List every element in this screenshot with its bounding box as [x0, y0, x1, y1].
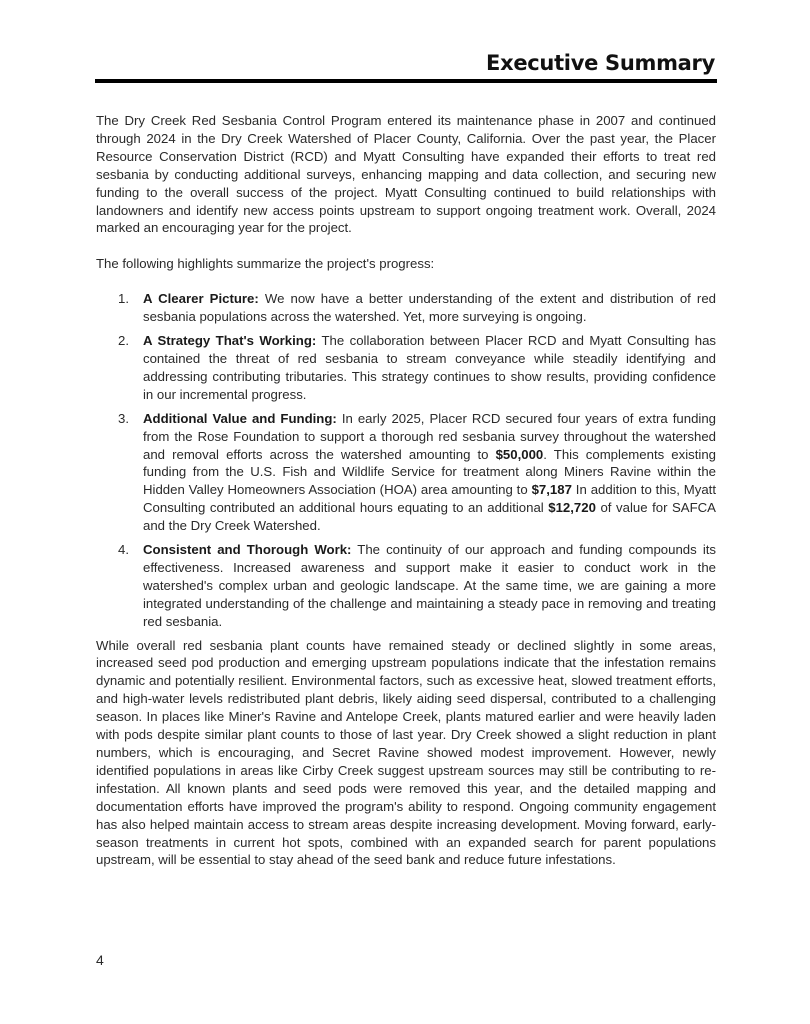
highlight-text: of value for SAFCA and the Dry Creek Watershed. — [143, 500, 716, 534]
highlight-number: 1. — [118, 291, 129, 307]
funding-amount-usfws: $7,187 — [531, 482, 572, 498]
intro-paragraph: The Dry Creek Red Sesbania Control Program entered its maintenance phase in 2007 and continued through 2024 in the Dry Creek Watershed of Placer County, California. Over the past year, the Placer Resource Conservation District (RCD) and Myatt Consulting have expanded their efforts to treat red sesbania by conducting additional surveys, enhancing mapping and data collection, and securing new funding to the overall success of the project. Myatt Consulting continued to build relationships with landowners and identify new access points upstream to support ongoing treatment work. Overall, 2024 marked an encouraging year for the project. — [96, 113, 716, 236]
page-title: Executive Summary — [486, 51, 715, 75]
highlight-number: 3. — [118, 410, 129, 426]
page-content — [96, 112, 716, 869]
highlight-heading: A Strategy That's Working: — [143, 333, 317, 349]
highlights-list — [96, 290, 716, 630]
highlight-heading: Consistent and Thorough Work: — [143, 542, 352, 558]
highlight-item — [118, 541, 716, 631]
highlight-number: 4. — [118, 542, 129, 558]
funding-amount-rose-foundation: $50,000 — [495, 446, 544, 462]
header-rule-divider — [95, 79, 717, 83]
highlight-text: In addition to this, Myatt Consulting contributed an additional hours equating to an additional — [143, 482, 716, 516]
closing-paragraph: While overall red sesbania plant counts have remained steady or declined slightly in some areas, increased seed pod production and emerging upstream populations indicate that the infestation remains dynamic and potentially resilient. Environmental factors, such as excessive heat, slowed treatment efforts, and high-water levels redistributed plant debris, likely aiding seed dispersal, contributed to a challenging season. In places like Miner's Ravine and Antelope Creek, plants matured earlier and were heavily laden with pods despite similar plant counts to those of last year. Dry Creek showed a slight reduction in plant numbers, which is encouraging, and Secret Ravine showed modest improvement. However, newly identified populations in areas like Cirby Creek suggest upstream sources may still be contributing to re-infestation. All known plants and seed pods were removed this year, and the detailed mapping and documentation efforts have improved the program's ability to respond. Ongoing community engagement has also helped maintain access to stream areas despite increasing development. Moving forward, early-season treatments in current hot spots, combined with an expanded search for parent populations upstream, will be essential to stay ahead of the seed bank and reduce future infestations. — [96, 637, 716, 868]
highlight-text: The continuity of our approach and funding compounds its effectiveness. Increased awareness and support make it easier to conduct work in the watershed's complex urban and geologic landscape. At the same time, we are gaining a more integrated understanding of the challenge and maintaining a steady pace in removing and treating red sesbania. — [143, 542, 716, 629]
highlight-heading: Additional Value and Funding: — [143, 410, 337, 426]
funding-amount-myatt: $12,720 — [548, 500, 596, 516]
highlight-item — [118, 410, 716, 535]
page-header — [95, 50, 717, 76]
page-number: 4 — [96, 952, 104, 968]
highlight-number: 2. — [118, 333, 129, 349]
highlight-heading: A Clearer Picture: — [143, 291, 259, 307]
highlight-item — [118, 290, 716, 326]
highlight-text: In early 2025, Placer RCD secured four years of extra funding from the Rose Foundation to support a thorough red sesbania survey throughout the watershed and removal efforts across the watershed amounting to — [143, 410, 716, 462]
highlights-lead: The following highlights summarize the project's progress: — [96, 256, 435, 272]
highlight-text: We now have a better understanding of the extent and distribution of red sesbania populations across the watershed. Yet, more surveying is ongoing. — [143, 291, 716, 325]
highlight-item — [118, 332, 716, 404]
highlight-text: The collaboration between Placer RCD and Myatt Consulting has contained the threat of red sesbania to stream conveyance while steadily identifying and addressing contributing tributaries. This strategy continues to show results, providing confidence in our incremental progress. — [143, 333, 716, 402]
highlight-text: . This complements existing funding from the U.S. Fish and Wildlife Service for treatment along Miners Ravine within the Hidden Valley Homeowners Association (HOA) area amounting to — [143, 446, 716, 498]
